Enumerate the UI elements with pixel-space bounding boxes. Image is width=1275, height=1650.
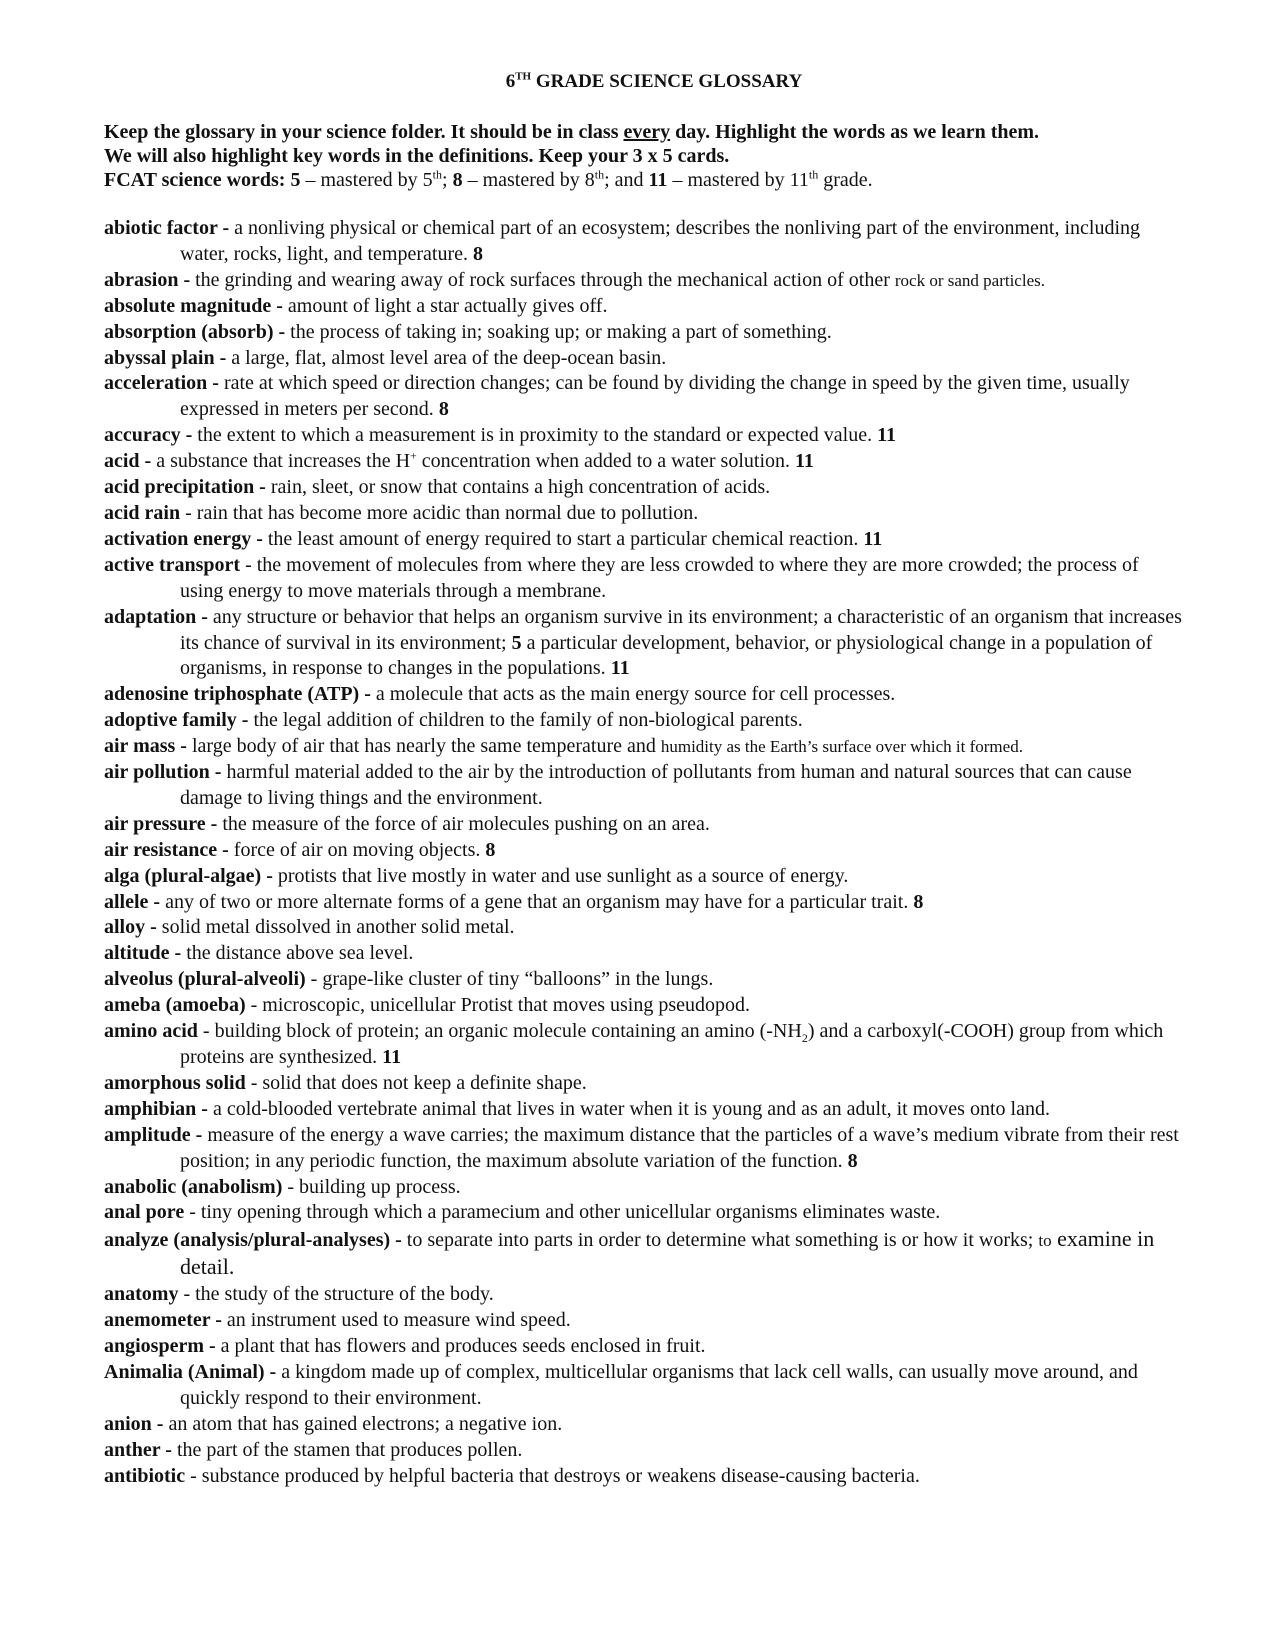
glossary-entry — [104, 553, 1184, 605]
glossary-term: air pollution - — [104, 761, 222, 784]
glossary-definition: ) and a carboxyl(-COOH) group from which proteins are synthesized. — [180, 1020, 1164, 1068]
glossary-definition: the measure of the force of air molecules pushing on an area. — [217, 812, 710, 835]
glossary-entry — [104, 890, 1184, 916]
glossary-entry — [104, 812, 1184, 838]
glossary-definition: amount of light a star actually gives off. — [282, 294, 608, 317]
intro-instructions — [104, 120, 1184, 192]
glossary-term: antibiotic — [104, 1464, 186, 1487]
glossary-definition: - microscopic, unicellular Protist that moves using pseudopod. — [245, 994, 751, 1017]
glossary-term: anion - — [104, 1412, 164, 1435]
glossary-definition: concentration when added to a water solution. — [416, 450, 796, 473]
glossary-definition: a cold-blooded vertebrate animal that lives in water when it is young and as an adult, it moves onto land. — [207, 1097, 1050, 1120]
fcat-level-badge: 11 — [863, 527, 883, 550]
glossary-definition: to separate into parts in order to determine what something is or how it works; — [401, 1229, 1039, 1252]
glossary-term: amino acid — [104, 1020, 198, 1043]
glossary-term: alga (plural-algae) - — [104, 864, 273, 887]
glossary-entry — [104, 294, 1184, 320]
fcat-level-badge: 8 — [472, 242, 483, 265]
glossary-entry — [104, 216, 1184, 268]
glossary-term: abyssal plain - — [104, 346, 227, 369]
glossary-term: analyze (analysis/plural-analyses) - — [104, 1229, 402, 1252]
glossary-entry — [104, 320, 1184, 346]
fcat-level-badge: 8 — [847, 1149, 858, 1172]
glossary-entry — [104, 423, 1184, 449]
glossary-term: acid rain — [104, 501, 181, 524]
glossary-definition: a particular development, behavior, or physiological change in a population of organisms, in response to changes in the populations. — [180, 631, 1153, 680]
glossary-definition: - rain that has become more acidic than normal due to pollution. — [180, 501, 699, 524]
glossary-term: anther - — [104, 1438, 172, 1461]
glossary-term: acid precipitation - — [104, 476, 266, 499]
glossary-entry — [104, 1360, 1184, 1412]
glossary-entry — [104, 708, 1184, 734]
glossary-term: ameba (amoeba) — [104, 994, 246, 1017]
glossary-term: angiosperm - — [104, 1334, 216, 1357]
glossary-term: adoptive family - — [104, 709, 249, 732]
glossary-definition: - building up process. — [282, 1175, 461, 1198]
glossary-definition: the process of taking in; soaking up; or making a part of something. — [285, 320, 832, 343]
glossary-definition: force of air on moving objects. — [228, 838, 486, 861]
intro-line-3: FCAT science words: 5 – mastered by 5th; 8 – mastered by 8th; and 11 – mastered by 11th grade. — [104, 167, 873, 191]
glossary-term: amorphous solid — [104, 1071, 246, 1094]
glossary-term: absorption (absorb) - — [104, 320, 286, 343]
glossary-list — [104, 216, 1184, 1489]
fcat-level-badge: 8 — [913, 890, 924, 913]
fcat-level-badge: 11 — [877, 424, 896, 447]
glossary-entry — [104, 993, 1184, 1019]
glossary-entry — [104, 838, 1184, 864]
glossary-term: anemometer - — [104, 1309, 222, 1332]
glossary-term: adaptation - — [104, 605, 208, 628]
glossary-entry — [104, 1071, 1184, 1097]
glossary-entry — [104, 1019, 1184, 1071]
glossary-entry — [104, 1438, 1184, 1464]
glossary-term: acid - — [104, 450, 152, 473]
glossary-entry — [104, 1334, 1184, 1360]
glossary-definition: - the movement of molecules from where they are less crowded to where they are more crowded; the process of using energy to move materials through a membrane. — [180, 553, 1139, 602]
glossary-term: abrasion - — [104, 268, 191, 291]
glossary-term: activation energy - — [104, 527, 263, 550]
glossary-term: alloy - — [104, 916, 157, 939]
glossary-definition: - solid that does not keep a definite shape. — [245, 1071, 587, 1094]
glossary-page — [104, 70, 1184, 1489]
glossary-definition: 2 — [801, 1031, 808, 1046]
glossary-entry — [104, 1097, 1184, 1123]
glossary-entry — [104, 1123, 1184, 1175]
glossary-definition: any structure or behavior that helps an organism survive in its environment; a characteristic of an organism that increases its chance of survival in its environment; — [180, 605, 1182, 654]
glossary-entry — [104, 915, 1184, 941]
glossary-term: absolute magnitude - — [104, 294, 283, 317]
glossary-term: altitude - — [104, 942, 182, 965]
glossary-definition: the distance above sea level. — [181, 942, 414, 965]
glossary-entry — [104, 268, 1184, 294]
glossary-entry — [104, 501, 1184, 527]
glossary-entry — [104, 371, 1184, 423]
glossary-definition: - substance produced by helpful bacteria that destroys or weakens disease-causing bacteria. — [185, 1464, 920, 1487]
glossary-definition: humidity as the Earth’s surface over which it formed. — [660, 737, 1023, 757]
glossary-entry — [104, 1308, 1184, 1334]
glossary-definition: large body of air that has nearly the same temperature and — [186, 735, 661, 758]
glossary-definition: rain, sleet, or snow that contains a high concentration of acids. — [265, 476, 771, 499]
glossary-definition: a large, flat, almost level area of the deep-ocean basin. — [226, 346, 667, 369]
glossary-entry — [104, 449, 1184, 475]
glossary-definition: the extent to which a measurement is in proximity to the standard or expected value. — [192, 424, 878, 447]
glossary-definition: a kingdom made up of complex, multicellular organisms that lack cell walls, can usually move around, and quickly respond to their environment. — [180, 1360, 1138, 1409]
glossary-term: amplitude - — [104, 1123, 203, 1146]
glossary-definition: a nonliving physical or chemical part of an ecosystem; describes the nonliving part of the environment, including water, rocks, light, and temperature. — [180, 217, 1141, 265]
glossary-definition: to — [1038, 1231, 1052, 1251]
intro-line-2: We will also highlight key words in the definitions. Keep your 3 x 5 cards. — [104, 145, 730, 167]
glossary-entry — [104, 1200, 1184, 1226]
glossary-definition: - grape-like cluster of tiny “balloons” in the lungs. — [305, 968, 714, 991]
glossary-definition: the legal addition of children to the family of non-biological parents. — [248, 709, 803, 732]
fcat-level-badge: 8 — [438, 398, 449, 421]
glossary-term: air pressure - — [104, 812, 218, 835]
glossary-term: anabolic (anabolism) — [104, 1175, 283, 1198]
glossary-term: air resistance - — [104, 838, 229, 861]
glossary-term: active transport — [104, 553, 241, 576]
glossary-entry — [104, 734, 1184, 760]
glossary-entry — [104, 1175, 1184, 1201]
glossary-entry — [104, 527, 1184, 553]
glossary-entry — [104, 864, 1184, 890]
glossary-definition: protists that live mostly in water and use sunlight as a source of energy. — [272, 864, 849, 887]
glossary-definition: a substance that increases the H — [151, 450, 411, 473]
glossary-entry — [104, 941, 1184, 967]
glossary-definition: the grinding and wearing away of rock surfaces through the mechanical action of other — [190, 268, 895, 291]
glossary-term: anatomy — [104, 1283, 179, 1306]
glossary-definition: measure of the energy a wave carries; the maximum distance that the particles of a wave’s medium vibrate from their rest position; in any periodic function, the maximum absolute variation of the function. — [180, 1123, 1179, 1172]
glossary-entry — [104, 1282, 1184, 1308]
glossary-entry — [104, 1464, 1184, 1490]
fcat-level-badge: 11 — [382, 1046, 402, 1068]
glossary-definition: harmful material added to the air by the introduction of pollutants from human and natural sources that can cause damage to living things and the environment. — [180, 761, 1132, 809]
glossary-definition: + — [410, 448, 417, 463]
glossary-term: allele - — [104, 890, 161, 913]
glossary-definition: the part of the stamen that produces pollen. — [171, 1438, 523, 1461]
glossary-entry — [104, 1226, 1184, 1282]
glossary-entry — [104, 1412, 1184, 1438]
glossary-definition: an instrument used to measure wind speed. — [221, 1309, 571, 1332]
page-title: 6TH GRADE SCIENCE GLOSSARY — [505, 70, 803, 92]
glossary-term: air mass - — [104, 735, 187, 758]
glossary-definition: - tiny opening through which a paramecium and other unicellular organisms eliminates waste. — [184, 1201, 941, 1224]
glossary-definition: rock or sand particles. — [894, 270, 1045, 290]
glossary-entry — [104, 475, 1184, 501]
glossary-definition: a molecule that acts as the main energy source for cell processes. — [370, 683, 896, 706]
glossary-entry — [104, 346, 1184, 372]
glossary-term: alveolus (plural-alveoli) — [104, 968, 306, 991]
fcat-level-badge: 11 — [610, 657, 630, 680]
glossary-entry — [104, 682, 1184, 708]
glossary-term: amphibian - — [104, 1097, 208, 1120]
fcat-level-badge: 8 — [485, 838, 496, 861]
fcat-level-badge: 5 — [511, 631, 522, 654]
glossary-term: acceleration - — [104, 372, 219, 395]
glossary-term: accuracy - — [104, 424, 193, 447]
glossary-definition: any of two or more alternate forms of a gene that an organism may have for a particular trait. — [160, 890, 914, 913]
glossary-definition: - building block of protein; an organic molecule containing an amino (-NH — [197, 1020, 802, 1043]
intro-line-1: Keep the glossary in your science folder. It should be in class every day. Highlight the words as we learn them. — [104, 121, 1040, 143]
fcat-level-badge: 11 — [795, 450, 814, 473]
glossary-term: adenosine triphosphate (ATP) - — [104, 683, 371, 706]
glossary-definition: - the study of the structure of the body. — [178, 1283, 494, 1306]
glossary-term: anal pore — [104, 1201, 185, 1224]
glossary-definition: examine in detail. — [180, 1226, 1155, 1280]
glossary-entry — [104, 760, 1184, 812]
glossary-entry — [104, 605, 1184, 683]
glossary-term: abiotic factor - — [104, 217, 230, 239]
glossary-entry — [104, 967, 1184, 993]
glossary-definition: rate at which speed or direction changes; can be found by dividing the change in speed by the given time, usually expressed in meters per second. — [180, 372, 1130, 421]
glossary-definition: the least amount of energy required to start a particular chemical reaction. — [262, 527, 864, 550]
glossary-definition: a plant that has flowers and produces seeds enclosed in fruit. — [215, 1334, 706, 1357]
glossary-definition: solid metal dissolved in another solid metal. — [156, 916, 515, 939]
glossary-term: Animalia (Animal) - — [104, 1360, 277, 1383]
glossary-definition: an atom that has gained electrons; a negative ion. — [163, 1412, 563, 1435]
